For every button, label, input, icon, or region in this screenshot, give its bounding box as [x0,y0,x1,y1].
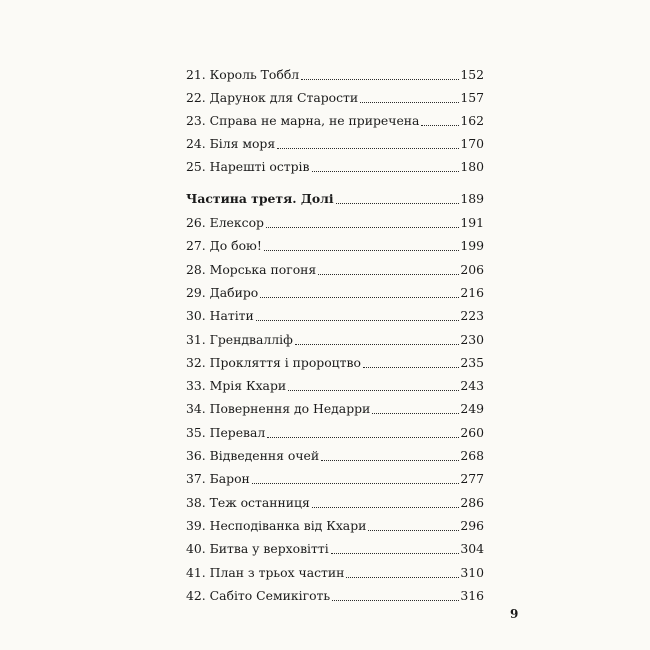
toc-entry-page: 162 [460,113,484,128]
toc-entry-title: 35. Перевал [186,425,266,440]
dot-leader [266,226,459,228]
toc-entry [186,154,484,174]
toc-entry [186,536,484,556]
toc-entry [186,373,484,393]
page-number: 9 [510,607,519,621]
dot-leader [363,366,459,368]
dot-leader [288,389,459,391]
toc-entry-title: 32. Прокляття і пророцтво [186,355,361,370]
toc-entry [186,280,484,300]
toc-part-heading [186,186,484,206]
dot-leader [252,482,460,484]
dot-leader [346,576,459,578]
dot-leader [295,343,460,345]
toc-entry-page: 157 [460,90,484,105]
toc-entry-page: 268 [460,448,484,463]
toc-entry-page: 286 [460,495,484,510]
dot-leader [277,147,459,149]
toc-entry-title: 26. Елексор [186,215,264,230]
dot-leader [318,273,459,275]
toc-entry [186,131,484,151]
toc-entry-title: 40. Битва у верховітті [186,541,329,556]
dot-leader [312,506,460,508]
toc-entry-page: 310 [460,565,484,580]
toc-entry [186,466,484,486]
toc-entry-title: 34. Повернення до Недарри [186,401,371,416]
toc-entry-page: 316 [460,588,484,603]
dot-leader [264,249,460,251]
toc-entry [186,233,484,253]
dot-leader [332,599,459,601]
toc-entry-title: Частина третя. Долі [186,191,334,206]
toc-entry-title: 27. До бою! [186,238,262,253]
toc-entry-title: 41. План з трьох частин [186,565,345,580]
dot-leader [421,124,459,126]
toc-entry-page: 230 [460,332,484,347]
toc-entry [186,513,484,533]
toc-entry-page: 235 [460,355,484,370]
toc-entry-page: 180 [460,159,484,174]
dot-leader [360,101,459,103]
toc-entry [186,257,484,277]
toc-entry-page: 277 [460,471,484,486]
toc-entry-title: 30. Натіти [186,308,254,323]
toc-entry-title: 21. Король Тоббл [186,67,300,82]
toc-entry [186,583,484,603]
toc-entry-page: 260 [460,425,484,440]
toc-entry-title: 36. Відведення очей [186,448,320,463]
toc-entry [186,490,484,510]
toc-entry-title: 25. Нарешті острів [186,159,310,174]
toc-entry-title: 42. Сабіто Семикіготь [186,588,331,603]
dot-leader [260,296,459,298]
dot-leader [267,436,459,438]
toc-entry-page: 243 [460,378,484,393]
toc-entry-title: 33. Мрія Кхари [186,378,287,393]
toc-entry-page: 199 [460,238,484,253]
toc-entry [186,350,484,370]
toc-entry [186,210,484,230]
toc-entry-page: 152 [460,67,484,82]
toc-entry-title: 39. Несподіванка від Кхари [186,518,367,533]
dot-leader [301,78,459,80]
toc-entry-page: 189 [460,191,484,206]
dot-leader [256,319,460,321]
dot-leader [321,459,459,461]
toc-entry-title: 31. Грендвалліф [186,332,293,347]
toc-entry-title: 22. Дарунок для Старости [186,90,359,105]
toc-entry-page: 304 [460,541,484,556]
toc-entry [186,443,484,463]
dot-leader [368,529,459,531]
toc-entry-title: 37. Барон [186,471,250,486]
toc-entry [186,108,484,128]
dot-leader [372,412,459,414]
dot-leader [312,170,460,172]
toc-entry-page: 223 [460,308,484,323]
toc-entry [186,62,484,82]
toc-entry-page: 191 [460,215,484,230]
toc-entry [186,327,484,347]
toc-entry-title: 24. Біля моря [186,136,276,151]
toc-entry [186,396,484,416]
toc-entry-title: 38. Теж останниця [186,495,310,510]
toc-entry-page: 249 [460,401,484,416]
toc-entry-title: 28. Морська погоня [186,262,317,277]
toc-entry [186,560,484,580]
toc-entry [186,85,484,105]
dot-leader [331,552,460,554]
toc-entry-page: 206 [460,262,484,277]
toc-entry [186,420,484,440]
dot-leader [336,202,460,204]
toc-entry-page: 170 [460,136,484,151]
toc-entry-page: 216 [460,285,484,300]
toc-entry [186,303,484,323]
toc-entry-page: 296 [460,518,484,533]
toc-entry-title: 23. Справа не марна, не приречена [186,113,420,128]
toc-entry-title: 29. Дабиро [186,285,259,300]
